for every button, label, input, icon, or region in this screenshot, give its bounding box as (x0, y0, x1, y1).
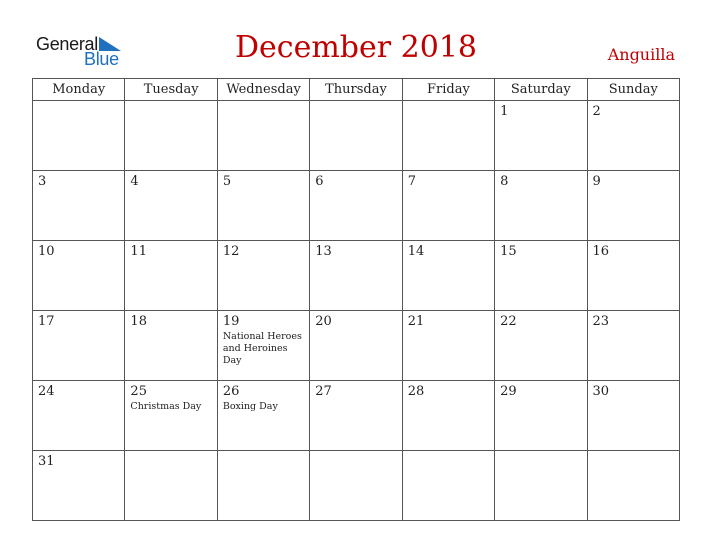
day-number: 31 (38, 454, 55, 469)
calendar-day-cell (402, 381, 494, 451)
weekday-header: Sunday (587, 79, 679, 101)
calendar-week-row (33, 311, 680, 381)
calendar-day-cell (495, 311, 587, 381)
holiday-label: National Heroes and Heroines Day (222, 331, 302, 366)
holiday-label: Christmas Day (130, 401, 202, 412)
calendar-day-cell (402, 451, 494, 521)
calendar-week-row (33, 451, 680, 521)
calendar-day-cell (402, 101, 494, 171)
weekday-header: Friday (402, 79, 494, 101)
calendar-day-cell (310, 241, 402, 311)
day-number: 7 (407, 174, 416, 189)
day-number: 18 (130, 314, 147, 329)
calendar-day-cell (33, 381, 125, 451)
weekday-header: Monday (33, 79, 125, 101)
calendar-week-row (33, 101, 680, 171)
day-number: 21 (407, 314, 425, 329)
day-number: 16 (592, 244, 610, 259)
weekday-header: Thursday (310, 79, 402, 101)
weekday-header: Tuesday (125, 79, 217, 101)
day-number: 13 (315, 244, 332, 259)
calendar-day-cell (217, 381, 309, 451)
calendar-day-cell (402, 171, 494, 241)
day-number: 12 (222, 244, 240, 259)
calendar-day-cell (495, 241, 587, 311)
calendar-week-row (33, 381, 680, 451)
calendar-day-cell (587, 451, 679, 521)
day-number: 22 (500, 314, 517, 329)
day-number: 8 (500, 174, 509, 189)
calendar-day-cell (33, 311, 125, 381)
day-number: 4 (130, 174, 139, 189)
day-number: 10 (38, 244, 55, 259)
calendar-day-cell (495, 171, 587, 241)
calendar-day-cell (495, 451, 587, 521)
calendar-day-cell (495, 381, 587, 451)
holiday-label: Boxing Day (222, 401, 278, 412)
weekday-header-row (33, 79, 680, 101)
calendar-day-cell (33, 171, 125, 241)
day-number: 17 (38, 314, 55, 329)
calendar-day-cell (125, 311, 217, 381)
calendar-title: December 2018 (235, 30, 477, 65)
calendar-day-cell (310, 171, 402, 241)
calendar-day-cell (33, 101, 125, 171)
calendar-week-row (33, 171, 680, 241)
calendar-day-cell (310, 381, 402, 451)
day-number: 26 (222, 384, 240, 399)
calendar-week-row (33, 241, 680, 311)
day-number: 23 (592, 314, 610, 329)
calendar-day-cell (125, 171, 217, 241)
logo-text-blue: Blue (84, 49, 119, 69)
calendar-day-cell (125, 381, 217, 451)
day-number: 25 (130, 384, 147, 399)
calendar-day-cell (125, 241, 217, 311)
calendar-day-cell (310, 311, 402, 381)
calendar-day-cell (587, 381, 679, 451)
day-number: 3 (38, 174, 47, 189)
logo-text-general: General (36, 34, 98, 54)
day-number: 2 (592, 104, 601, 119)
day-number: 30 (592, 384, 610, 399)
day-number: 28 (407, 384, 425, 399)
calendar-day-cell (33, 241, 125, 311)
calendar-day-cell (587, 101, 679, 171)
calendar-day-cell (402, 311, 494, 381)
day-number: 29 (500, 384, 517, 399)
calendar-day-cell (587, 171, 679, 241)
calendar-day-cell (217, 101, 309, 171)
country-name: Anguilla (607, 45, 675, 64)
calendar-day-cell (587, 311, 679, 381)
day-number: 1 (500, 104, 509, 119)
calendar-day-cell (587, 241, 679, 311)
calendar-day-cell (125, 451, 217, 521)
day-number: 5 (222, 174, 232, 189)
calendar-day-cell (217, 171, 309, 241)
day-number: 24 (38, 384, 55, 399)
calendar-day-cell (310, 451, 402, 521)
calendar-day-cell (495, 101, 587, 171)
day-number: 6 (315, 174, 324, 189)
day-number: 15 (500, 244, 517, 259)
calendar-grid (32, 78, 680, 521)
calendar-day-cell (217, 311, 309, 381)
calendar-day-cell (217, 241, 309, 311)
day-number: 9 (592, 174, 601, 189)
calendar-day-cell (33, 451, 125, 521)
weekday-header: Saturday (495, 79, 587, 101)
day-number: 19 (222, 314, 240, 329)
day-number: 27 (315, 384, 332, 399)
calendar-day-cell (310, 101, 402, 171)
day-number: 11 (130, 244, 147, 259)
calendar-day-cell (217, 451, 309, 521)
calendar-day-cell (402, 241, 494, 311)
day-number: 14 (407, 244, 425, 259)
calendar-day-cell (125, 101, 217, 171)
weekday-header: Wednesday (217, 79, 309, 101)
day-number: 20 (315, 314, 332, 329)
